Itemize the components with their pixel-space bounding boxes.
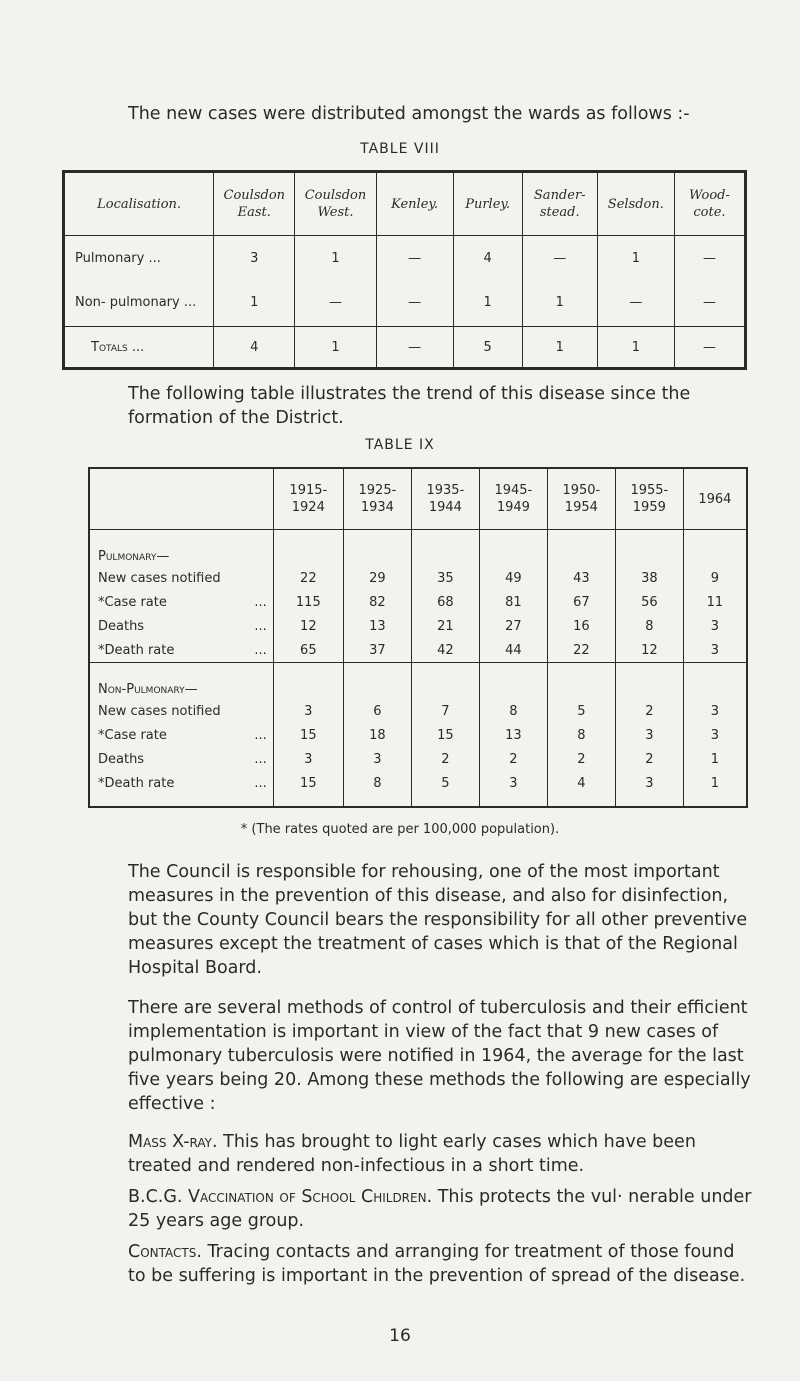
table-cell: 67	[547, 590, 615, 614]
intro-text: The new cases were distributed amongst the wards as follows :-	[128, 104, 690, 124]
table-cell: 13	[479, 723, 547, 747]
section-title: Non-Pulmonary—	[89, 663, 273, 700]
table-cell: 3	[214, 236, 295, 267]
table-row	[64, 266, 746, 312]
row-label: New cases notified	[98, 570, 221, 586]
table-cell: —	[597, 266, 674, 312]
bcg-paragraph: B.C.G. Vaccination of School Children. This protects the vul· nerable under 25 years age group.	[128, 1187, 752, 1231]
table-cell: 1	[683, 771, 747, 795]
table-header-cell: Wood- cote.	[674, 172, 745, 236]
contacts-paragraph: Contacts. Tracing contacts and arranging for treatment of those found to be suffering is important in the prevention of spread of the disease.	[128, 1242, 746, 1286]
mass-xray-paragraph: Mass X-ray. This has brought to light early cases which have been treated and rendered non-infectious in a short time.	[128, 1132, 696, 1176]
table-header-cell: 1964	[683, 468, 747, 530]
table-cell: 15	[273, 771, 343, 795]
row-label: New cases notified	[98, 703, 221, 719]
council-paragraph: The Council is responsible for rehousing, one of the most important measures in the prevention of this disease, and also for disinfection, but the County Council bears the responsibility for all other preventive measures except the treatment of cases which is that of the Regional Hospital Board.	[128, 862, 748, 978]
table-header-cell: 1955- 1959	[615, 468, 683, 530]
row-label: Pulmonary ...	[64, 236, 214, 267]
table-cell: 15	[411, 723, 479, 747]
table-cell: 1	[295, 327, 376, 369]
table-cell: 5	[547, 699, 615, 723]
table-cell: 2	[547, 747, 615, 771]
table-cell: 16	[547, 614, 615, 638]
table-cell: 38	[615, 566, 683, 590]
table-cell: 3	[273, 699, 343, 723]
table-cell: 49	[479, 566, 547, 590]
table-cell: 65	[273, 638, 343, 663]
table-cell: —	[295, 266, 376, 312]
table-header-cell: 1945- 1949	[479, 468, 547, 530]
table-viii-caption: TABLE VIII	[360, 141, 440, 157]
table-row	[64, 236, 746, 267]
table-cell: 68	[411, 590, 479, 614]
table-cell: —	[376, 327, 453, 369]
row-label: Non- pulmonary ...	[64, 266, 214, 312]
table-cell: 115	[273, 590, 343, 614]
table-row	[89, 566, 747, 590]
table-cell: 1	[522, 327, 597, 369]
table-cell: 4	[547, 771, 615, 795]
table-header-cell: 1935- 1944	[411, 468, 479, 530]
table-cell: 81	[479, 590, 547, 614]
table-cell: 22	[547, 638, 615, 663]
table-cell: 8	[479, 699, 547, 723]
table-row	[89, 638, 747, 663]
table-cell: 13	[343, 614, 411, 638]
table-cell: 8	[343, 771, 411, 795]
totals-row	[64, 327, 746, 369]
table-cell: 3	[683, 699, 747, 723]
table-header-cell: Purley.	[453, 172, 522, 236]
trend-paragraph: The following table illustrates the trend of this disease since the formation of the District.	[128, 384, 691, 428]
table-cell: 1	[597, 327, 674, 369]
row-label: *Death rate ...	[98, 642, 267, 658]
mass-xray-heading: Mass X-ray.	[128, 1132, 218, 1152]
table-header-cell: Coulsdon East.	[214, 172, 295, 236]
table-cell: 82	[343, 590, 411, 614]
table-cell: —	[674, 266, 745, 312]
table-cell: 1	[295, 236, 376, 267]
table-cell: 8	[547, 723, 615, 747]
table-cell: 9	[683, 566, 747, 590]
table-cell: —	[674, 236, 745, 267]
table-cell: 12	[273, 614, 343, 638]
table-header-cell: 1925- 1934	[343, 468, 411, 530]
table-ix-header-row	[89, 468, 747, 530]
table-footnote: * (The rates quoted are per 100,000 population).	[240, 822, 560, 837]
table-cell: 5	[453, 327, 522, 369]
table-cell: 3	[615, 771, 683, 795]
table-cell: 7	[411, 699, 479, 723]
table-cell: 29	[343, 566, 411, 590]
section-title-row	[89, 530, 747, 567]
table-header-cell: Localisation.	[64, 172, 214, 236]
table-cell: 11	[683, 590, 747, 614]
table-cell: 21	[411, 614, 479, 638]
table-cell: 18	[343, 723, 411, 747]
row-label: Deaths ...	[98, 751, 267, 767]
table-cell: 35	[411, 566, 479, 590]
table-cell: 1	[522, 266, 597, 312]
table-cell: 2	[615, 747, 683, 771]
row-label: *Case rate ...	[98, 594, 267, 610]
table-cell: 8	[615, 614, 683, 638]
totals-label: Totals ...	[64, 327, 214, 369]
section-title-row	[89, 663, 747, 700]
table-cell: 1	[597, 236, 674, 267]
table-row	[89, 747, 747, 771]
table-header-cell: Selsdon.	[597, 172, 674, 236]
table-cell: 4	[214, 327, 295, 369]
table-cell: 6	[343, 699, 411, 723]
table-cell: 3	[683, 638, 747, 663]
table-header-cell: Kenley.	[376, 172, 453, 236]
table-header-cell: 1950- 1954	[547, 468, 615, 530]
table-ix-caption: TABLE IX	[365, 437, 435, 453]
table-cell: 43	[547, 566, 615, 590]
table-cell: 37	[343, 638, 411, 663]
row-label: Deaths ...	[98, 618, 267, 634]
row-label: *Case rate ...	[98, 727, 267, 743]
table-cell: 27	[479, 614, 547, 638]
bcg-heading: B.C.G. Vaccination of School Children.	[128, 1187, 433, 1207]
table-cell: 2	[615, 699, 683, 723]
table-cell: 1	[683, 747, 747, 771]
methods-paragraph: There are several methods of control of tuberculosis and their efficient implementation is important in view of the fact that 9 new cases of pulmonary tuberculosis were notified in 1964, the average for the last five years being 20. Among these methods the following are especially effective :	[128, 998, 751, 1114]
table-cell: 1	[453, 266, 522, 312]
table-header-cell	[89, 468, 273, 530]
table-cell: 3	[683, 614, 747, 638]
table-row	[89, 590, 747, 614]
table-cell: 22	[273, 566, 343, 590]
table-cell: —	[376, 266, 453, 312]
table-cell: —	[674, 327, 745, 369]
table-cell: 3	[273, 747, 343, 771]
section-title: Pulmonary—	[98, 549, 170, 564]
table-cell: 3	[479, 771, 547, 795]
table-cell: 15	[273, 723, 343, 747]
page-number: 16	[389, 1326, 411, 1346]
table-header-cell: 1915- 1924	[273, 468, 343, 530]
table-cell: 44	[479, 638, 547, 663]
table-row	[89, 723, 747, 747]
table-cell: 5	[411, 771, 479, 795]
table-cell: 2	[479, 747, 547, 771]
table-cell: 56	[615, 590, 683, 614]
table-cell: 42	[411, 638, 479, 663]
table-viii-header-row	[64, 172, 746, 236]
table-viii	[62, 170, 747, 370]
table-cell: 1	[214, 266, 295, 312]
table-row	[89, 614, 747, 638]
contacts-heading: Contacts.	[128, 1242, 202, 1262]
table-cell: —	[522, 236, 597, 267]
table-cell: 3	[343, 747, 411, 771]
table-cell: 3	[683, 723, 747, 747]
table-ix	[88, 467, 748, 808]
table-cell: 12	[615, 638, 683, 663]
table-cell: —	[376, 236, 453, 267]
table-header-cell: Sander- stead.	[522, 172, 597, 236]
table-row	[89, 699, 747, 723]
table-cell: 2	[411, 747, 479, 771]
table-header-cell: Coulsdon West.	[295, 172, 376, 236]
row-label: *Death rate ...	[98, 775, 267, 791]
table-cell: 3	[615, 723, 683, 747]
table-cell: 4	[453, 236, 522, 267]
table-row	[89, 771, 747, 795]
